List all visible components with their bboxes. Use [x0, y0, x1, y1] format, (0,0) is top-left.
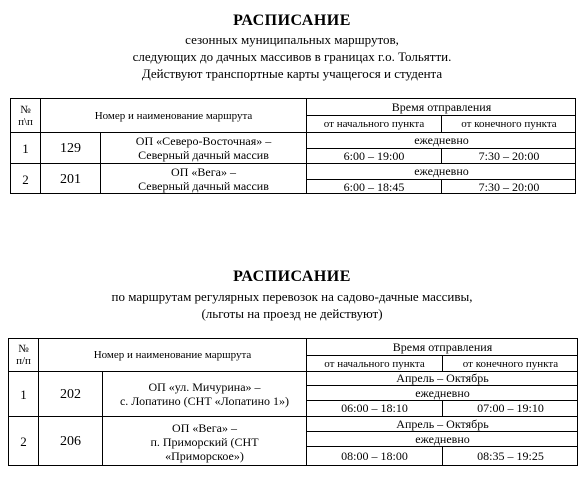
- schedule-title-seasonal: РАСПИСАНИЕ: [233, 12, 351, 29]
- departure-from-start: 06:00 – 18:10: [341, 401, 408, 415]
- route-name-line: ОП «Вега» –: [171, 165, 236, 179]
- season-period: Апрель – Октябрь: [396, 372, 489, 385]
- departure-from-start: 6:00 – 19:00: [343, 149, 405, 163]
- subtitle-line-2: следующих до дачных массивов в границах г.о. Тольятти.: [132, 49, 452, 64]
- schedule-days: ежедневно: [415, 432, 470, 446]
- col-number-symbol: №: [20, 103, 31, 116]
- route-name-line: ОП «Северо-Восточная» –: [135, 134, 272, 148]
- col-time-header: Время отправления: [392, 339, 493, 354]
- route-number: 129: [60, 140, 81, 156]
- col-from-start-header: от начального пункта: [324, 357, 425, 370]
- route-name-line: Северный дачный массив: [138, 179, 269, 193]
- col-number-symbol: №: [18, 343, 29, 355]
- route-name: [101, 133, 306, 163]
- route-name-line: с. Лопатино (СНТ «Лопатино 1»): [119, 394, 290, 408]
- col-route-header: Номер и наименование маршрута: [93, 349, 252, 361]
- schedule-days: ежедневно: [414, 164, 469, 178]
- schedule-title-regular: РАСПИСАНИЕ: [233, 268, 351, 285]
- schedule-days: ежедневно: [415, 386, 470, 400]
- route-name-line: ОП «Вега» –: [172, 420, 237, 435]
- route-name-line: п. Приморский (СНТ: [150, 434, 259, 449]
- departure-from-end: 7:30 – 20:00: [478, 180, 540, 194]
- route-name: [103, 417, 306, 466]
- route-number: 206: [60, 434, 81, 449]
- route-name: [101, 164, 306, 194]
- col-from-end-header: от конечного пункта: [462, 357, 559, 370]
- departure-from-end: 07:00 – 19:10: [477, 401, 544, 415]
- departure-from-start: 6:00 – 18:45: [343, 180, 405, 194]
- col-number-abbr: п/п: [16, 355, 31, 367]
- route-name-line: «Приморское»): [165, 448, 244, 463]
- route-number: 201: [60, 171, 81, 187]
- subtitle-line-2: (льготы на проезд не действуют): [201, 306, 383, 321]
- col-number-header: [9, 339, 38, 371]
- col-number-abbr: п\п: [18, 115, 33, 128]
- season-period: Апрель – Октябрь: [396, 417, 489, 431]
- route-name-line: ОП «ул. Мичурина» –: [148, 380, 261, 394]
- col-number-header: [11, 99, 40, 132]
- col-route-header: Номер и наименование маршрута: [94, 109, 253, 122]
- row-number: 2: [22, 171, 29, 187]
- row-number: 2: [20, 434, 27, 449]
- col-from-end-header: от конечного пункта: [461, 118, 557, 130]
- col-from-start-header: от начального пункта: [323, 118, 425, 130]
- departure-from-end: 7:30 – 20:00: [478, 149, 540, 163]
- subtitle-line-3: Действуют транспортные карты учащегося и студента: [141, 66, 443, 81]
- subtitle-line-1: по маршрутам регулярных перевозок на садово-дачные массивы,: [111, 289, 473, 304]
- subtitle-line-1: сезонных муниципальных маршрутов,: [185, 32, 399, 47]
- departure-from-end: 08:35 – 19:25: [477, 449, 544, 463]
- row-number: 1: [20, 386, 27, 402]
- departure-from-start: 08:00 – 18:00: [341, 449, 408, 463]
- schedule-days: ежедневно: [414, 133, 469, 147]
- route-number: 202: [60, 386, 81, 402]
- route-name-line: Северный дачный массив: [138, 148, 269, 162]
- col-time-header: Время отправления: [391, 99, 492, 114]
- route-name: [103, 372, 306, 416]
- row-number: 1: [22, 140, 29, 156]
